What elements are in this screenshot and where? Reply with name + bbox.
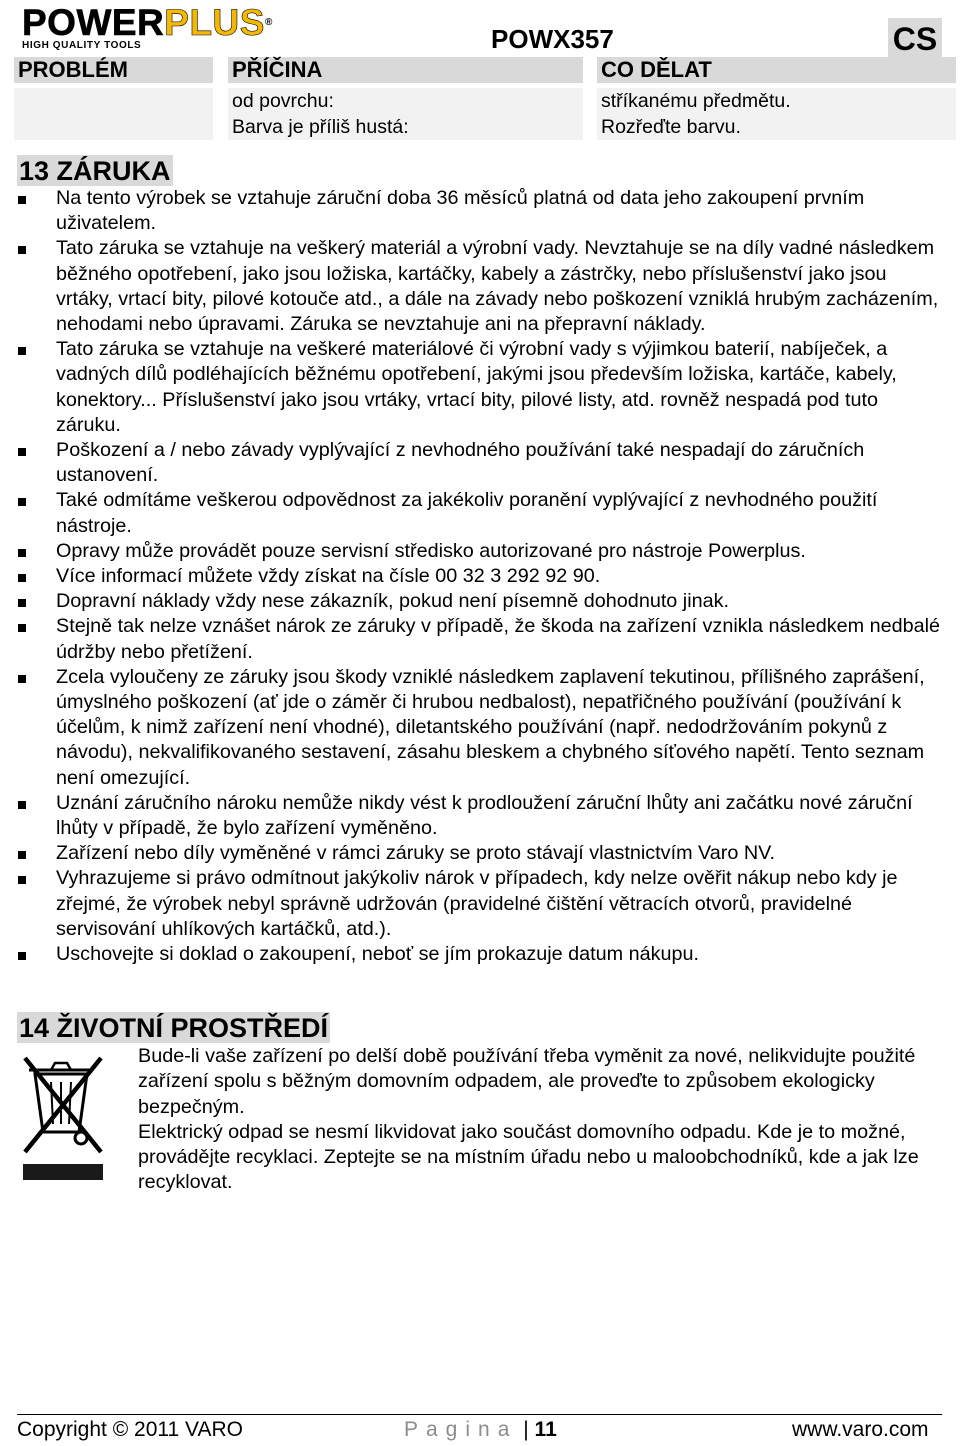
section-title-environment: 14 ŽIVOTNÍ PROSTŘEDÍ <box>19 1013 329 1043</box>
column-header-cause: PŘÍČINA <box>228 57 583 83</box>
table-row <box>0 88 960 140</box>
cause-line: Barva je příliš hustá: <box>232 116 409 138</box>
footer-divider <box>17 1414 942 1415</box>
list-item-text: Opravy může provádět pouze servisní středisko autorizované pro nástroje Powerplus. <box>56 539 806 562</box>
square-bullet-icon <box>18 196 26 204</box>
square-bullet-icon <box>18 498 26 506</box>
square-bullet-icon <box>18 347 26 355</box>
environment-text <box>138 1044 938 1196</box>
square-bullet-icon <box>18 549 26 557</box>
warranty-list <box>18 186 948 967</box>
list-item <box>18 841 948 866</box>
list-item <box>18 539 948 564</box>
list-item-text: Poškození a / nebo závady vyplývající z nevhodného používání také nespadají do záručních ustanovení. <box>56 439 865 487</box>
footer-website-link[interactable]: www.varo.com <box>792 1418 929 1441</box>
list-item-text: Dopravní náklady vždy nese zákazník, pokud není písemně dohodnuto jinak. <box>56 590 729 613</box>
list-item <box>18 438 948 488</box>
logo-plus-text: PLUS <box>164 2 265 43</box>
section-title-warranty: 13 ZÁRUKA <box>19 156 171 186</box>
square-bullet-icon <box>18 624 26 632</box>
list-item <box>18 236 948 337</box>
square-bullet-icon <box>18 851 26 859</box>
list-item-text: Uschovejte si doklad o zakoupení, neboť se jím prokazuje datum nákupu. <box>56 943 699 966</box>
list-item-text: Více informací můžete vždy získat na čísle 00 32 3 292 92 90. <box>56 565 601 588</box>
list-item-text: Také odmítáme veškerou odpovědnost za jakékoliv poranění vyplývající z nevhodného použití nástroje. <box>56 489 878 537</box>
list-item-text: Tato záruka se vztahuje na veškeré materiálové či výrobní vady s výjimkou baterií, nabíječek, a vadných dílů podléhajících běžnému opotřebení, jakými jsou především ložiska, kartáče, kabely, konektory... Příslušenství jako jsou vrtáky, vrtací bity, pilové listy, atd. rovněž nespadá pod tuto záruku. <box>56 338 897 436</box>
list-item <box>18 564 948 589</box>
list-item-text: Vyhrazujeme si právo odmítnout jakýkoliv nárok v případech, kdy nelze ověřit nákup nebo kdy je zřejmé, že výrobek nebyl správně udržován (pravidelné čištění větracích otvorů, pravidelné servisování uhlíkových kartáčků, atd.). <box>56 867 898 940</box>
environment-paragraph: Elektrický odpad se nesmí likvidovat jako součást domovního odpadu. Kde je to možné, provádějte recyklaci. Zeptejte se na místním úřadu nebo u maloobchodníků, kde a jak lze recyklovat. <box>138 1120 919 1194</box>
footer-page-number: 11 <box>534 1418 557 1441</box>
list-item <box>18 337 948 438</box>
list-item <box>18 866 948 942</box>
logo-power-text: POWER <box>22 2 165 43</box>
cause-line: od povrchu: <box>232 90 334 112</box>
action-line: Rozřeďte barvu. <box>601 116 741 138</box>
list-item <box>18 589 948 614</box>
powerplus-logo <box>22 2 302 52</box>
square-bullet-icon <box>18 675 26 683</box>
list-item-text: Zařízení nebo díly vyměněné v rámci záruky se proto stávají vlastnictvím Varo NV. <box>56 842 776 865</box>
list-item <box>18 665 948 791</box>
footer-page-separator: | <box>523 1418 529 1441</box>
table-cell-problem <box>14 88 213 140</box>
list-item-text: Zcela vyloučeny ze záruky jsou škody vzniklé následkem zaplavení tekutinou, přílišného zaprášení, úmyslného poškození (ať jde o záměr či hrubou nedbalost), nepatřičného používání (používání k účelům, k nimž zařízení není vhodné), diletantského používání (např. nedodržováním pokynů z návodu), nekvalifikovaného sestavení, zásahu bleskem a chybného síťového napětí. Tento seznam není omezující. <box>56 665 925 789</box>
list-item-text: Stejně tak nelze vznášet nárok ze záruky v případě, že škoda na zařízení vznikla následkem nedbalé údržby nebo přetížení. <box>56 615 941 663</box>
square-bullet-icon <box>18 448 26 456</box>
environment-paragraph: Bude-li vaše zařízení po delší době používání třeba vyměnit za nové, nelikvidujte použité zařízení spolu s běžným domovním odpadem, ale proveďte to způsobem ekologicky bezpečným. <box>138 1045 916 1118</box>
footer-page-indicator <box>404 1418 557 1442</box>
logo-registered-mark: ® <box>264 17 273 28</box>
logo-tagline: HIGH QUALITY TOOLS <box>22 40 142 51</box>
list-item-text: Na tento výrobek se vztahuje záruční doba 36 měsíců platná od data jeho zakoupení prvním uživatelem. <box>56 187 865 235</box>
square-bullet-icon <box>18 952 26 960</box>
list-item-text: Uznání záručního nároku nemůže nikdy vést k prodloužení záruční lhůty ani začátku nové záruční lhůty v případě, že bylo zařízení vyměněno. <box>56 791 913 840</box>
list-item <box>18 942 948 967</box>
list-item <box>18 791 948 841</box>
troubleshooting-table-header <box>0 57 960 83</box>
action-line: stříkanému předmětu. <box>601 90 791 112</box>
square-bullet-icon <box>18 246 26 254</box>
footer-page-word: Pagina <box>404 1418 518 1441</box>
column-header-problem: PROBLÉM <box>14 57 213 83</box>
list-item <box>18 186 948 236</box>
square-bullet-icon <box>18 574 26 582</box>
list-item-text: Tato záruka se vztahuje na veškerý materiál a výrobní vady. Nevztahuje se na díly vadné následkem běžného opotřebení, jako jsou ložiska, kartáčky, kabely a zástrčky, nebo příslušenství jako jsou vrtáky, vrtací bity, pilové kotouče atd., a dále na závady nebo poškození vzniklá hrubým zacházením, nehodami nebo úpravami. Záruka se nevztahuje ani na přepravní náklady. <box>56 237 939 336</box>
table-cell-cause <box>228 88 583 140</box>
column-header-action: CO DĚLAT <box>597 57 956 83</box>
footer-copyright: Copyright © 2011 VARO <box>17 1418 243 1441</box>
crossed-out-wheelie-bin-icon <box>21 1052 107 1182</box>
list-item <box>18 614 948 664</box>
list-item <box>18 488 948 538</box>
square-bullet-icon <box>18 599 26 607</box>
square-bullet-icon <box>18 801 26 809</box>
table-cell-action <box>597 88 956 140</box>
square-bullet-icon <box>18 876 26 884</box>
language-code-badge: CS <box>888 18 942 58</box>
model-number: POWX357 <box>491 24 614 54</box>
